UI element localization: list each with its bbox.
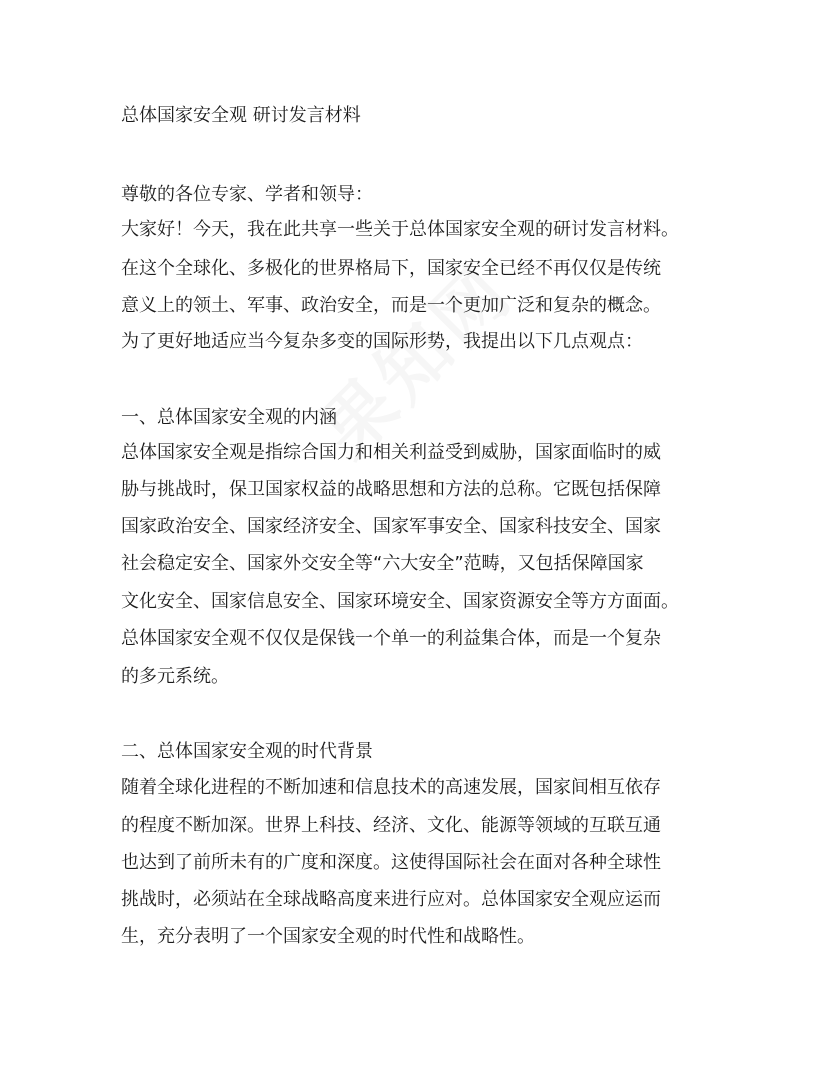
document-title: 总体国家安全观 研讨发言材料	[121, 105, 361, 126]
paragraph-line: 胁与挑战时，保卫国家权益的战略思想和方法的总称。它既包括保障	[121, 479, 661, 500]
paragraph-line: 社会稳定安全、国家外交安全等“六大安全”范畴，又包括保障国家	[121, 553, 644, 574]
paragraph-line: 国家政治安全、国家经济安全、国家军事安全、国家科技安全、国家	[121, 516, 661, 537]
intro-line: 大家好！今天，我在此共享一些关于总体国家安全观的研讨发言材料。	[121, 219, 679, 240]
paragraph-line: 文化安全、国家信息安全、国家环境安全、国家资源安全等方方面面。	[121, 591, 679, 612]
greeting: 尊敬的各位专家、学者和领导：	[121, 184, 373, 205]
paragraph-line: 挑战时，必须站在全球战略高度来进行应对。总体国家安全观应运而	[121, 889, 661, 910]
intro-line: 意义上的领土、军事、政治安全，而是一个更加广泛和复杂的概念。	[121, 295, 661, 316]
paragraph-line: 生，充分表明了一个国家安全观的时代性和战略性。	[121, 926, 535, 947]
intro-line: 在这个全球化、多极化的世界格局下，国家安全已经不再仅仅是传统	[121, 258, 661, 279]
intro-line: 为了更好地适应当今复杂多变的国际形势，我提出以下几点观点：	[121, 331, 643, 352]
paragraph-line: 的程度不断加深。世界上科技、经济、文化、能源等领域的互联互通	[121, 815, 661, 836]
paragraph-line: 也达到了前所未有的广度和深度。这使得国际社会在面对各种全球性	[121, 852, 661, 873]
section-heading: 二、总体国家安全观的时代背景	[121, 741, 373, 762]
paragraph-line: 随着全球化进程的不断加速和信息技术的高速发展，国家间相互依存	[121, 777, 661, 798]
paragraph-line: 总体国家安全观不仅仅是保钱一个单一的利益集合体，而是一个复杂	[121, 628, 661, 649]
section-heading: 一、总体国家安全观的内涵	[121, 407, 337, 428]
paragraph-line: 的多元系统。	[121, 666, 229, 687]
paragraph-line: 总体国家安全观是指综合国力和相关利益受到威胁，国家面临时的威	[121, 442, 661, 463]
